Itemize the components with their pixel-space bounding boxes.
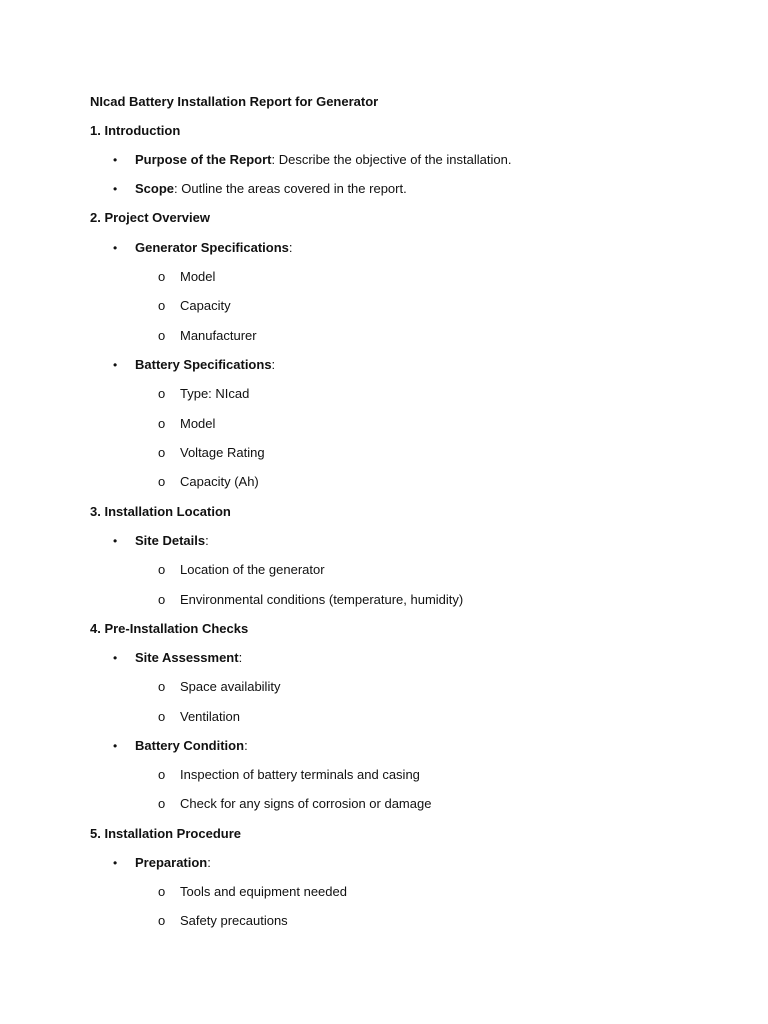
bullet-item — [113, 240, 293, 256]
section-heading: 5. Installation Procedure — [90, 826, 241, 841]
bullet-text: : Describe the objective of the installation. — [271, 152, 512, 167]
sub-item — [158, 767, 420, 783]
sub-marker: o — [158, 416, 166, 431]
sub-marker: o — [158, 592, 166, 607]
bullet-label: Preparation — [135, 855, 208, 870]
bullet-item — [113, 738, 248, 754]
sub-item — [158, 328, 257, 344]
sub-item-text: Voltage Rating — [180, 445, 265, 460]
sub-item-text: Space availability — [180, 679, 281, 694]
bullet-item — [113, 855, 211, 871]
sub-item — [158, 474, 259, 490]
bullet-label: Site Assessment — [135, 650, 239, 665]
sub-item-text: Tools and equipment needed — [180, 884, 347, 899]
sub-item-text: Location of the generator — [180, 562, 325, 577]
section-heading: 3. Installation Location — [90, 504, 231, 519]
bullet-label: Battery Specifications — [135, 357, 272, 372]
bullet-marker: • — [113, 241, 118, 255]
sub-item — [158, 592, 463, 608]
sub-item — [158, 445, 265, 461]
bullet-marker: • — [113, 651, 118, 665]
document-title: NIcad Battery Installation Report for Generator — [90, 94, 379, 109]
sub-item-text: Model — [180, 269, 216, 284]
sub-item-text: Safety precautions — [180, 913, 288, 928]
bullet-marker: • — [113, 182, 118, 196]
bullet-item — [113, 181, 407, 197]
bullet-text: : — [207, 855, 211, 870]
sub-item-text: Capacity — [180, 298, 231, 313]
bullet-text: : Outline the areas covered in the report. — [174, 181, 407, 196]
bullet-label: Generator Specifications — [135, 240, 289, 255]
bullet-item — [113, 650, 242, 666]
bullet-text: : — [288, 240, 293, 255]
sub-item — [158, 709, 240, 725]
sub-item — [158, 913, 288, 929]
sub-marker: o — [158, 562, 166, 577]
bullet-text: : — [205, 533, 209, 548]
sub-item-text: Manufacturer — [180, 328, 257, 343]
bullet-item — [113, 533, 209, 549]
sub-marker: o — [158, 298, 166, 313]
sub-item-text: Environmental conditions (temperature, humidity) — [180, 592, 464, 607]
bullet-marker: • — [113, 739, 118, 753]
sub-marker: o — [158, 796, 166, 811]
bullet-text: : — [238, 650, 243, 665]
section-heading: 4. Pre-Installation Checks — [90, 621, 249, 636]
sub-item — [158, 416, 215, 432]
sub-item — [158, 679, 280, 695]
sub-item — [158, 269, 215, 285]
bullet-text: : — [244, 738, 248, 753]
sub-item-text: Ventilation — [180, 709, 240, 724]
bullet-text: : — [271, 357, 276, 372]
sub-item-text: Inspection of battery terminals and casing — [180, 767, 420, 782]
sub-item — [158, 298, 231, 314]
sub-marker: o — [158, 913, 166, 928]
bullet-item — [113, 357, 275, 373]
sub-marker: o — [158, 767, 166, 782]
bullet-label: Scope — [135, 181, 175, 196]
section-heading: 2. Project Overview — [90, 210, 210, 225]
sub-item-text: Type: NIcad — [180, 386, 250, 401]
sub-marker: o — [158, 709, 166, 724]
bullet-marker: • — [113, 856, 118, 870]
sub-item-text: Check for any signs of corrosion or damage — [180, 796, 432, 811]
bullet-label: Site Details — [135, 533, 206, 548]
sub-item-text: Capacity (Ah) — [180, 474, 259, 489]
sub-item — [158, 386, 249, 402]
bullet-label: Purpose of the Report — [135, 152, 272, 167]
sub-marker: o — [158, 884, 166, 899]
sub-marker: o — [158, 445, 166, 460]
sub-item — [158, 562, 325, 578]
bullet-label: Battery Condition — [135, 738, 245, 753]
bullet-marker: • — [113, 153, 118, 167]
bullet-item — [113, 152, 511, 168]
sub-marker: o — [158, 269, 166, 284]
sub-marker: o — [158, 679, 166, 694]
sub-marker: o — [158, 386, 166, 401]
bullet-marker: • — [113, 534, 118, 548]
sub-marker: o — [158, 328, 166, 343]
sub-item — [158, 884, 347, 900]
section-heading: 1. Introduction — [90, 123, 181, 138]
sub-item — [158, 796, 431, 812]
sub-marker: o — [158, 474, 166, 489]
sub-item-text: Model — [180, 416, 216, 431]
bullet-marker: • — [113, 358, 118, 372]
